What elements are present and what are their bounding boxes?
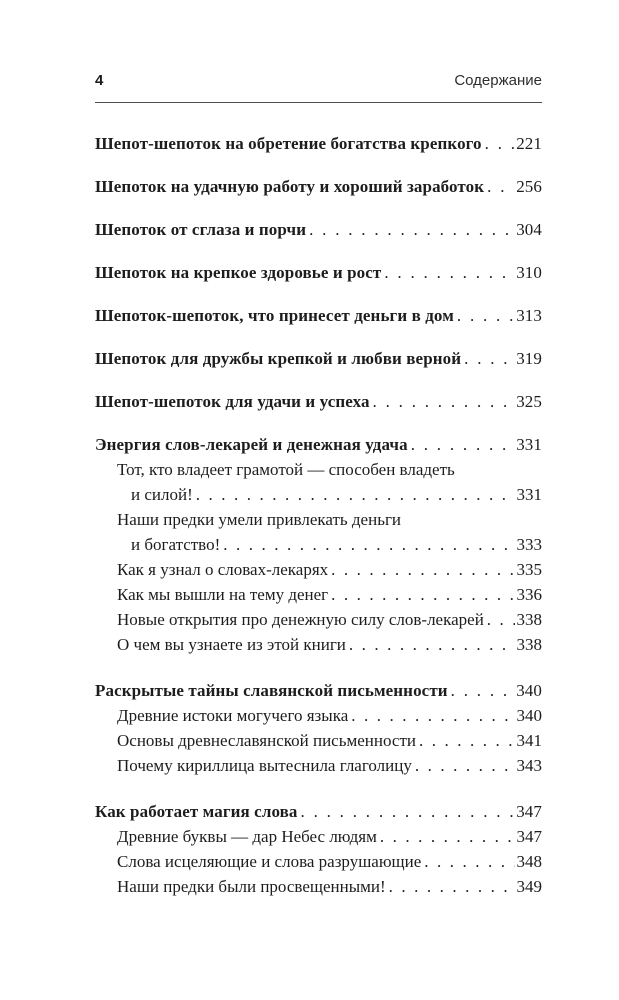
toc-entry <box>95 131 542 156</box>
dot-leader <box>411 432 514 457</box>
toc-entry-page: 343 <box>516 756 542 775</box>
toc-entry <box>95 678 542 703</box>
toc-entry-title: Наши предки были просвещенными! <box>117 877 386 896</box>
toc-entry-page: 325 <box>516 392 542 411</box>
toc-entry-page: 347 <box>516 827 542 846</box>
toc-entry-title: Шепоток на крепкое здоровье и рост <box>95 263 382 282</box>
dot-leader <box>419 728 515 753</box>
dot-leader <box>464 346 514 371</box>
toc-entry-title: Новые открытия про денежную силу слов-лекарей <box>117 610 484 629</box>
dot-leader <box>415 753 515 778</box>
toc-entry-title: Шепот-шепоток на обретение богатства крепкого <box>95 134 482 153</box>
toc-entry <box>95 703 542 728</box>
dot-leader <box>380 824 515 849</box>
toc-entry-title: Шепоток на удачную работу и хороший заработок <box>95 177 485 196</box>
toc-entry-title: Как мы вышли на тему денег <box>117 585 329 604</box>
toc-entry-continuation <box>95 507 542 532</box>
toc-entry <box>95 260 542 285</box>
toc-entry <box>95 582 542 607</box>
toc-entry-page: 335 <box>516 560 542 579</box>
toc-entry-page: 331 <box>516 435 542 454</box>
dot-leader <box>223 532 514 557</box>
dot-leader <box>301 799 515 824</box>
toc-entry-title: Шепоток-шепоток, что принесет деньги в дом <box>95 306 454 325</box>
dot-leader <box>487 174 514 199</box>
dot-leader <box>309 217 514 242</box>
dot-leader <box>349 632 515 657</box>
toc-entry-title: и богатство! <box>131 535 221 554</box>
toc-entry <box>95 532 542 557</box>
toc-entry-title: Как работает магия слова <box>95 802 298 821</box>
toc-entry <box>95 607 542 632</box>
toc-entry-title: Раскрытые тайны славянской письменности <box>95 681 448 700</box>
toc-entry-title: Как я узнал о словах-лекарях <box>117 560 329 579</box>
toc-entry-page: 341 <box>516 731 542 750</box>
toc-entry-title: Шепоток от сглаза и порчи <box>95 220 307 239</box>
dot-leader <box>351 703 514 728</box>
dot-leader <box>331 557 514 582</box>
toc-entry <box>95 389 542 414</box>
dot-leader <box>196 482 515 507</box>
toc-entry <box>95 874 542 899</box>
toc-entry-title: Наши предки умели привлекать деньги <box>117 510 402 529</box>
toc-entry-title: Основы древнеславянской письменности <box>117 731 416 750</box>
toc-entry-page: 336 <box>516 585 542 604</box>
toc-entry-page: 349 <box>516 877 542 896</box>
toc-entry <box>95 632 542 657</box>
toc-entry-page: 221 <box>516 134 542 153</box>
dot-leader <box>384 260 514 285</box>
toc-entry <box>95 849 542 874</box>
toc-entry <box>95 557 542 582</box>
toc-entry-page: 304 <box>516 220 542 239</box>
toc-entry-title: Почему кириллица вытеснила глаголицу <box>117 756 412 775</box>
page-number: 4 <box>95 72 104 89</box>
toc-entry-title: Шепоток для дружбы крепкой и любви верной <box>95 349 462 368</box>
toc-entry-title: Энергия слов-лекарей и денежная удача <box>95 435 408 454</box>
toc-entry-title: Слова исцеляющие и слова разрушающие <box>117 852 422 871</box>
toc-entry-title: Древние истоки могучего языка <box>117 706 349 725</box>
toc-entry-page: 340 <box>516 681 542 700</box>
toc-entry <box>95 346 542 371</box>
dot-leader <box>451 678 515 703</box>
toc-entry-title: Тот, кто владеет грамотой — способен владеть <box>117 460 455 479</box>
toc-entry-page: 331 <box>516 485 542 504</box>
toc-entry-page: 256 <box>516 177 542 196</box>
toc-entry <box>95 824 542 849</box>
toc-list <box>95 103 542 899</box>
toc-entry-page: 310 <box>516 263 542 282</box>
toc-entry-page: 313 <box>516 306 542 325</box>
dot-leader <box>389 874 515 899</box>
toc-entry <box>95 728 542 753</box>
toc-entry-title: Шепот-шепоток для удачи и успеха <box>95 392 370 411</box>
toc-entry-title: и силой! <box>131 485 193 504</box>
toc-entry <box>95 753 542 778</box>
toc-entry-page: 333 <box>516 535 542 554</box>
toc-entry <box>95 432 542 457</box>
dot-leader <box>457 303 514 328</box>
dot-leader <box>331 582 514 607</box>
toc-entry <box>95 303 542 328</box>
running-head <box>95 71 542 103</box>
running-head-title: Содержание <box>454 72 542 89</box>
toc-entry-page: 319 <box>516 349 542 368</box>
toc-entry <box>95 482 542 507</box>
toc-entry-continuation <box>95 457 542 482</box>
dot-leader <box>373 389 515 414</box>
toc-entry-page: 338 <box>516 635 542 654</box>
toc-entry-page: 340 <box>516 706 542 725</box>
toc-entry-page: 348 <box>516 852 542 871</box>
toc-entry-page: 347 <box>516 802 542 821</box>
toc-entry-page: 338 <box>516 610 542 629</box>
toc-entry <box>95 174 542 199</box>
dot-leader <box>424 849 514 874</box>
toc-entry-title: Древние буквы — дар Небес людям <box>117 827 377 846</box>
dot-leader <box>485 131 515 156</box>
toc-entry <box>95 799 542 824</box>
toc-entry-title: О чем вы узнаете из этой книги <box>117 635 346 654</box>
dot-leader <box>487 607 515 632</box>
toc-entry <box>95 217 542 242</box>
